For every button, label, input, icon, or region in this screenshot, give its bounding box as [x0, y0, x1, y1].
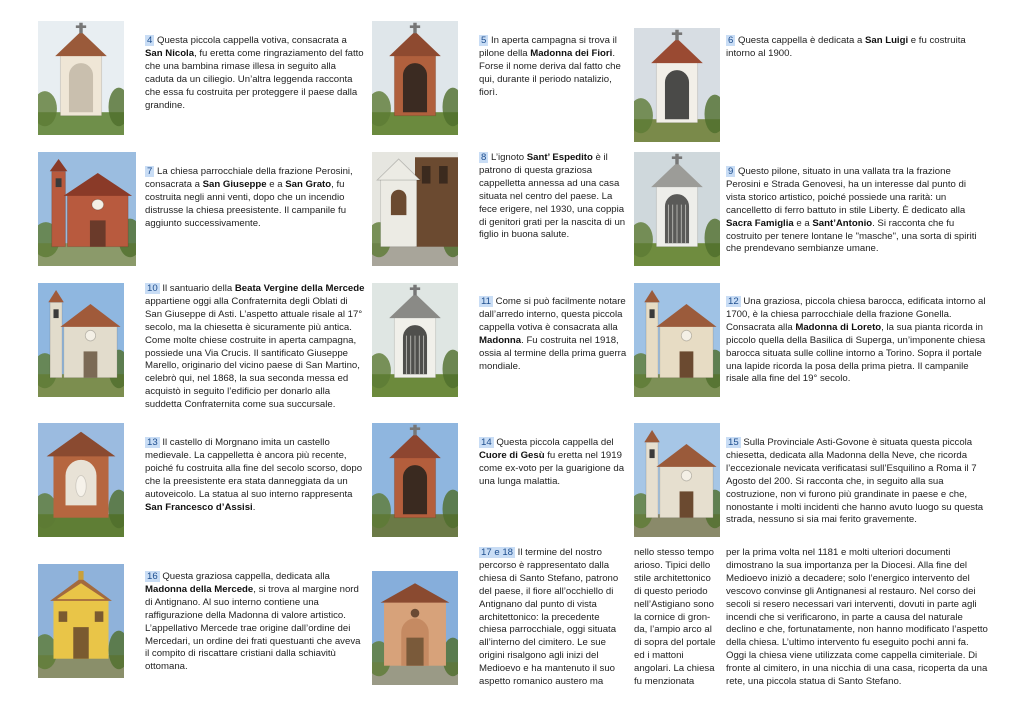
dedication-name: Sant’Antonio [812, 217, 873, 229]
chapel-photo-7 [38, 152, 136, 266]
entry-text: Questa piccola cappella del [493, 437, 614, 448]
entry-text: . Si racconta che fu costruito per tenere lontane le "masche", una sorta di spiriti che prendevano sembianze umane. [726, 217, 977, 255]
entry-text: , fu costruita negli anni venti, dopo che un incendio distrusse la chiesa preesistente. Il campanile fu aggiunto successivamente. [145, 178, 347, 229]
entry-text: Il castello di Morgnano imita un castello medievale. La cappelletta è ancora più recente, poiché fu costruita alla fine del secolo scorso, dopo che la preesistente era stata danneggiata da un autoveicolo. La statua al suo interno rappresenta [145, 437, 363, 500]
entry-number-badge: 4 [147, 35, 153, 46]
entry-number-badge: 14 [481, 437, 492, 448]
dedication-name: San Francesco d’Assisi [145, 501, 253, 513]
entry-number-badge: 16 [147, 571, 158, 582]
entry-text: L’ignoto [488, 152, 527, 163]
chapel-photo-17 [372, 571, 458, 685]
chapel-photo-9 [634, 152, 720, 266]
entry-text: . Fu costruita nel 1918, ossia al termine della prima guerra mondiale. [479, 334, 627, 372]
entry-4 [145, 35, 367, 112]
entry-text: per la prima volta nel 1181 e molti ulteriori documenti dimostrano la sua importanza per la Diocesi. Alla fine del Medioevo iniziò a decadere; solo l’energico intervento del vescovo convinse gli Antignanesi al restauro. Nel corso dei secoli si resero necessari vari interventi, dovuti in parte agli incendi che si verificarono, in parte a causa del naturale declino e che, fortunatamente, non hanno modificato l’aspetto della chiesa. L’ultimo intervento fu eseguito pochi anni fa. Oggi la chiesa viene utilizzata come cappella cimiteriale. Di fronte al cimitero, in una nicchia di una casa, ricoperta da una rete, una piccola statua di Santo Stefano. [726, 547, 988, 688]
chapel-photo-16 [38, 564, 124, 678]
entry-text: , la sua pianta ricorda in piccolo quella della Basilica di Superga, un’imponente chiesa barocca situata sulle colline intorno a Torino. Sopra il portale una lapide ricorda la posa della prima pietra. Il campanile risale alla fine del 19° secolo. [726, 321, 986, 385]
dedication-name: Madonna di Loreto [795, 321, 882, 333]
entry-text: e a [266, 178, 286, 190]
entry-text: Questa piccola cappella votiva, consacrata a [154, 35, 347, 46]
entry-text: e fu costruita intorno al 1900. [726, 35, 966, 59]
entry-number-badge: 7 [147, 166, 153, 177]
dedication-name: San Nicola [145, 47, 195, 59]
entry-16 [145, 571, 367, 674]
entry-text: La chiesa parrocchiale della frazione Perosini, consacrata a [145, 166, 353, 190]
entry-10 [145, 283, 367, 412]
entry-text: , si trova al margine nord di Antignano. Al suo interno contiene una raffigurazione della Madonna di valore artistico. L’appellativo Mercede trae origine dall’ordine dei Mercedari, un ordine dei frati questuanti che aveva il compito di riscattare cristiani dalla schiavitù ottomana. [145, 583, 361, 673]
chapel-photo-5 [372, 21, 458, 135]
entry-number-badge: 11 [481, 296, 491, 307]
entry-8 [479, 152, 629, 242]
entry-text: Il termine del nostro percorso è rappresentato dalla chiesa di Santo Stefano, patrono del paese, il fiore all’occhiello di Antignano dal punto di vista architettonico: la precedente chiesa parrocchiale, oggi situata all’interno del cimitero. Le sue origini risalgono agli inizi del Medioevo e ha mantenuto il suo aspetto romanico austero ma [479, 547, 619, 688]
entry-number-badge: 5 [481, 35, 487, 46]
chapel-photo-4 [38, 21, 124, 135]
chapel-photo-15 [634, 423, 720, 537]
entry-text: Come si può facilmente notare dall’arredo interno, questa piccola cappella votiva è consacrata alla [479, 296, 626, 333]
entry-text: Questa cappella è dedicata a [735, 35, 865, 46]
entry-13 [145, 437, 367, 514]
dedication-name: San Grato [285, 178, 332, 190]
entry-6 [726, 35, 976, 61]
entry-text: appartiene oggi alla Confraternita degli Oblati di San Giuseppe di Asti. L’aspetto attuale risale al 17° secolo, ma la chiesetta è sicuramente più antica. Come molte chiese costruite in aperta campagna, possiede una Via Crucis. Il santificato Giuseppe Marello, originario del vicino paese di San Martino, celebrò qui, nel 1868, la sua seconda messa ed acquistò in seguito l’edificio per donarlo alla suddetta Confraternita come sua succursale. [145, 295, 363, 411]
chapel-photo-8 [372, 152, 458, 266]
dedication-name: Madonna dei Fiori [530, 47, 613, 59]
entry-5 [479, 35, 629, 100]
entry-number-badge: 17 e 18 [481, 547, 514, 558]
dedication-name: Sacra Famiglia [726, 217, 794, 229]
chapel-photo-13 [38, 423, 124, 537]
entry-17-18-continued-column-3 [726, 547, 988, 689]
entry-number-badge: 13 [147, 437, 158, 448]
entry-12 [726, 296, 988, 386]
entry-text: e a [793, 217, 813, 229]
dedication-name: Beata Vergine della Mercede [234, 283, 365, 294]
chapel-photo-6 [634, 28, 720, 142]
dedication-name: Cuore di Gesù [479, 449, 545, 461]
entry-number-badge: 6 [728, 35, 734, 46]
chapel-photo-12 [634, 283, 720, 397]
chapel-photo-14 [372, 423, 458, 537]
entry-text: Questo pilone, situato in una vallata tra la frazione Perosini e Strada Genovesi, ha un interesse dal punto di vista storico artistico, poiché possiede una rarità: un cancelletto di ferro battuto in stile Liberty. È dedicato alla [726, 166, 966, 216]
entry-number-badge: 8 [481, 152, 487, 163]
entry-7 [145, 166, 367, 231]
entry-text: Una graziosa, piccola chiesa barocca, edificata intorno al 1700, è la chiesa parrocchiale della frazione Gonella. Consacrata alla [726, 296, 986, 333]
chapel-photo-11 [372, 283, 458, 397]
entry-9 [726, 166, 988, 256]
entry-number-badge: 10 [147, 283, 158, 294]
entry-text: . [252, 501, 256, 513]
dedication-name: Madonna [479, 334, 522, 346]
entry-number-badge: 9 [728, 166, 734, 177]
entry-15 [726, 437, 988, 527]
entry-text: In aperta campagna si trova il pilone della [479, 35, 617, 59]
entry-text: nello stesso tempo arioso. Tipici dello stile architettonico di questo periodo nell’Astigiano sono la cornice di gron-da, l’ampio arco al di sopra del portale ed i mattoni angolari. La chiesa fu menzionata [634, 547, 716, 688]
dedication-name: Madonna della Mercede [145, 583, 254, 595]
entry-text: Questa graziosa cappella, dedicata alla [159, 571, 330, 582]
dedication-name: San Giuseppe [202, 178, 267, 190]
entry-text: fu eretta nel 1919 come ex-voto per la guarigione da una lunga malattia. [479, 449, 625, 487]
entry-11 [479, 296, 629, 373]
entry-17-18 [479, 547, 629, 689]
entry-text: Il santuario della [159, 283, 235, 294]
entry-text: . Forse il nome deriva dal fatto che qui, durante il periodo natalizio, fiorì. [479, 47, 621, 98]
chapel-photo-10 [38, 283, 124, 397]
entry-text: Sulla Provinciale Asti-Govone è situata questa piccola chiesetta, dedicata alla Madonna della Neve, che ricorda l’eccezionale nevicata verificatasi sull’Esquilino a Roma il 7 Agosto del 200. Si racconta che, in seguito alla sua costruzione, non vi furono più grandinate in paese e che, nonostante i molti incidenti che hanno avuto luogo su questa strada, nessuno si sia mai ferito gravemente. [726, 437, 984, 526]
entry-number-badge: 15 [728, 437, 739, 448]
dedication-name: San Luigi [864, 35, 909, 46]
entry-17-18-continued-column-2 [634, 547, 720, 689]
entry-number-badge: 12 [728, 296, 739, 307]
entry-14 [479, 437, 629, 489]
dedication-name: Sant’ Espedito [526, 152, 593, 163]
entry-text: , fu eretta come ringraziamento del fatto che una bambina rimase illesa in seguito alla caduta da un ciliegio. Un’altra leggenda racconta che essa fu costruita per proteggere il paese dalla grandine. [145, 47, 364, 111]
entry-text: è il patrono di questa graziosa cappelletta annessa ad una casa situata nel centro del paese. La fece erigere, nel 1930, una coppia di genitori grati per la nascita di un figlio in buona salute. [479, 152, 626, 241]
